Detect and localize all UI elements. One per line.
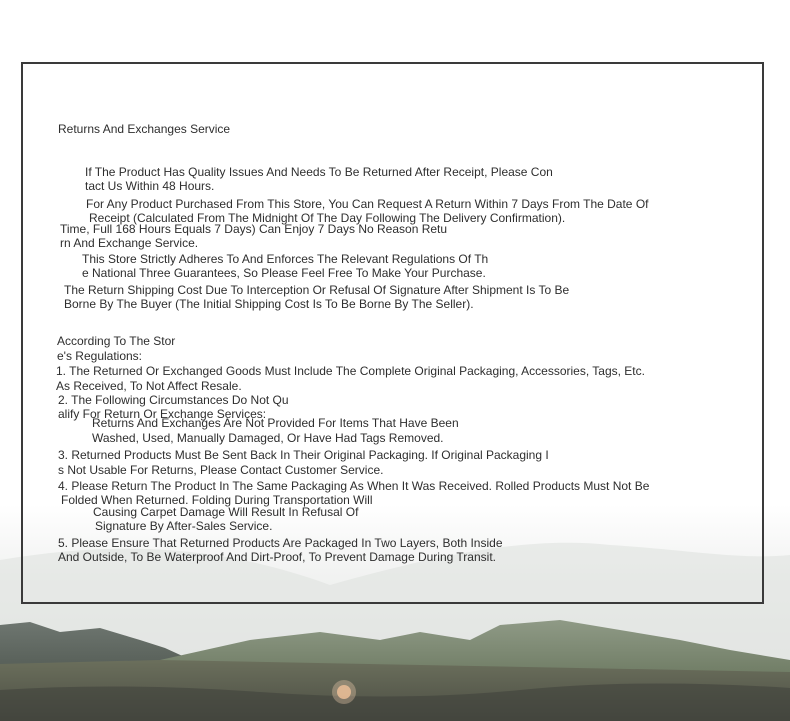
regulations-heading: e's Regulations: [57, 349, 143, 363]
policy-line: Borne By The Buyer (The Initial Shipping Cost Is To Be Borne By The Seller). [64, 297, 474, 311]
policy-line: rn And Exchange Service. [60, 236, 199, 250]
regulation-item: Causing Carpet Damage Will Result In Refusal Of [93, 505, 359, 519]
policy-line: Time, Full 168 Hours Equals 7 Days) Can Enjoy 7 Days No Reason Retu [60, 222, 448, 236]
regulations-heading: According To The Stor [57, 334, 176, 348]
regulation-item: 2. The Following Circumstances Do Not Qu [58, 393, 289, 407]
policy-line: e National Three Guarantees, So Please Feel Free To Make Your Purchase. [82, 266, 486, 280]
regulation-item: Signature By After-Sales Service. [95, 519, 273, 533]
regulation-item: As Received, To Not Affect Resale. [56, 379, 242, 393]
policy-line: If The Product Has Quality Issues And Needs To Be Returned After Receipt, Please Con [85, 165, 553, 179]
regulation-item: And Outside, To Be Waterproof And Dirt-Proof, To Prevent Damage During Transit. [58, 550, 496, 564]
policy-line: The Return Shipping Cost Due To Interception Or Refusal Of Signature After Shipment Is To Be [64, 283, 570, 297]
regulation-item: Folded When Returned. Folding During Transportation Will [61, 493, 373, 507]
policy-line: tact Us Within 48 Hours. [85, 179, 215, 193]
regulation-item: Returns And Exchanges Are Not Provided For Items That Have Been [92, 416, 459, 430]
returns-policy-panel [21, 62, 764, 604]
regulation-item: Washed, Used, Manually Damaged, Or Have Had Tags Removed. [92, 431, 444, 445]
policy-line: Receipt (Calculated From The Midnight Of The Day Following The Delivery Confirmation). [89, 211, 566, 225]
policy-line: For Any Product Purchased From This Store, You Can Request A Return Within 7 Days From The Date Of [86, 197, 649, 211]
regulation-item: 4. Please Return The Product In The Same Packaging As When It Was Received. Rolled Products Must Not Be [58, 479, 650, 493]
regulation-item: s Not Usable For Returns, Please Contact Customer Service. [58, 463, 384, 477]
regulation-item: 1. The Returned Or Exchanged Goods Must Include The Complete Original Packaging, Accessories, Tags, Etc. [56, 364, 645, 378]
policy-line: This Store Strictly Adheres To And Enforces The Relevant Regulations Of Th [82, 252, 489, 266]
regulation-item: 5. Please Ensure That Returned Products Are Packaged In Two Layers, Both Inside [58, 536, 503, 550]
regulation-item: 3. Returned Products Must Be Sent Back In Their Original Packaging. If Original Packaging I [58, 448, 549, 462]
regulation-item: alify For Return Or Exchange Services: [58, 407, 267, 421]
section-title: Returns And Exchanges Service [58, 122, 231, 136]
